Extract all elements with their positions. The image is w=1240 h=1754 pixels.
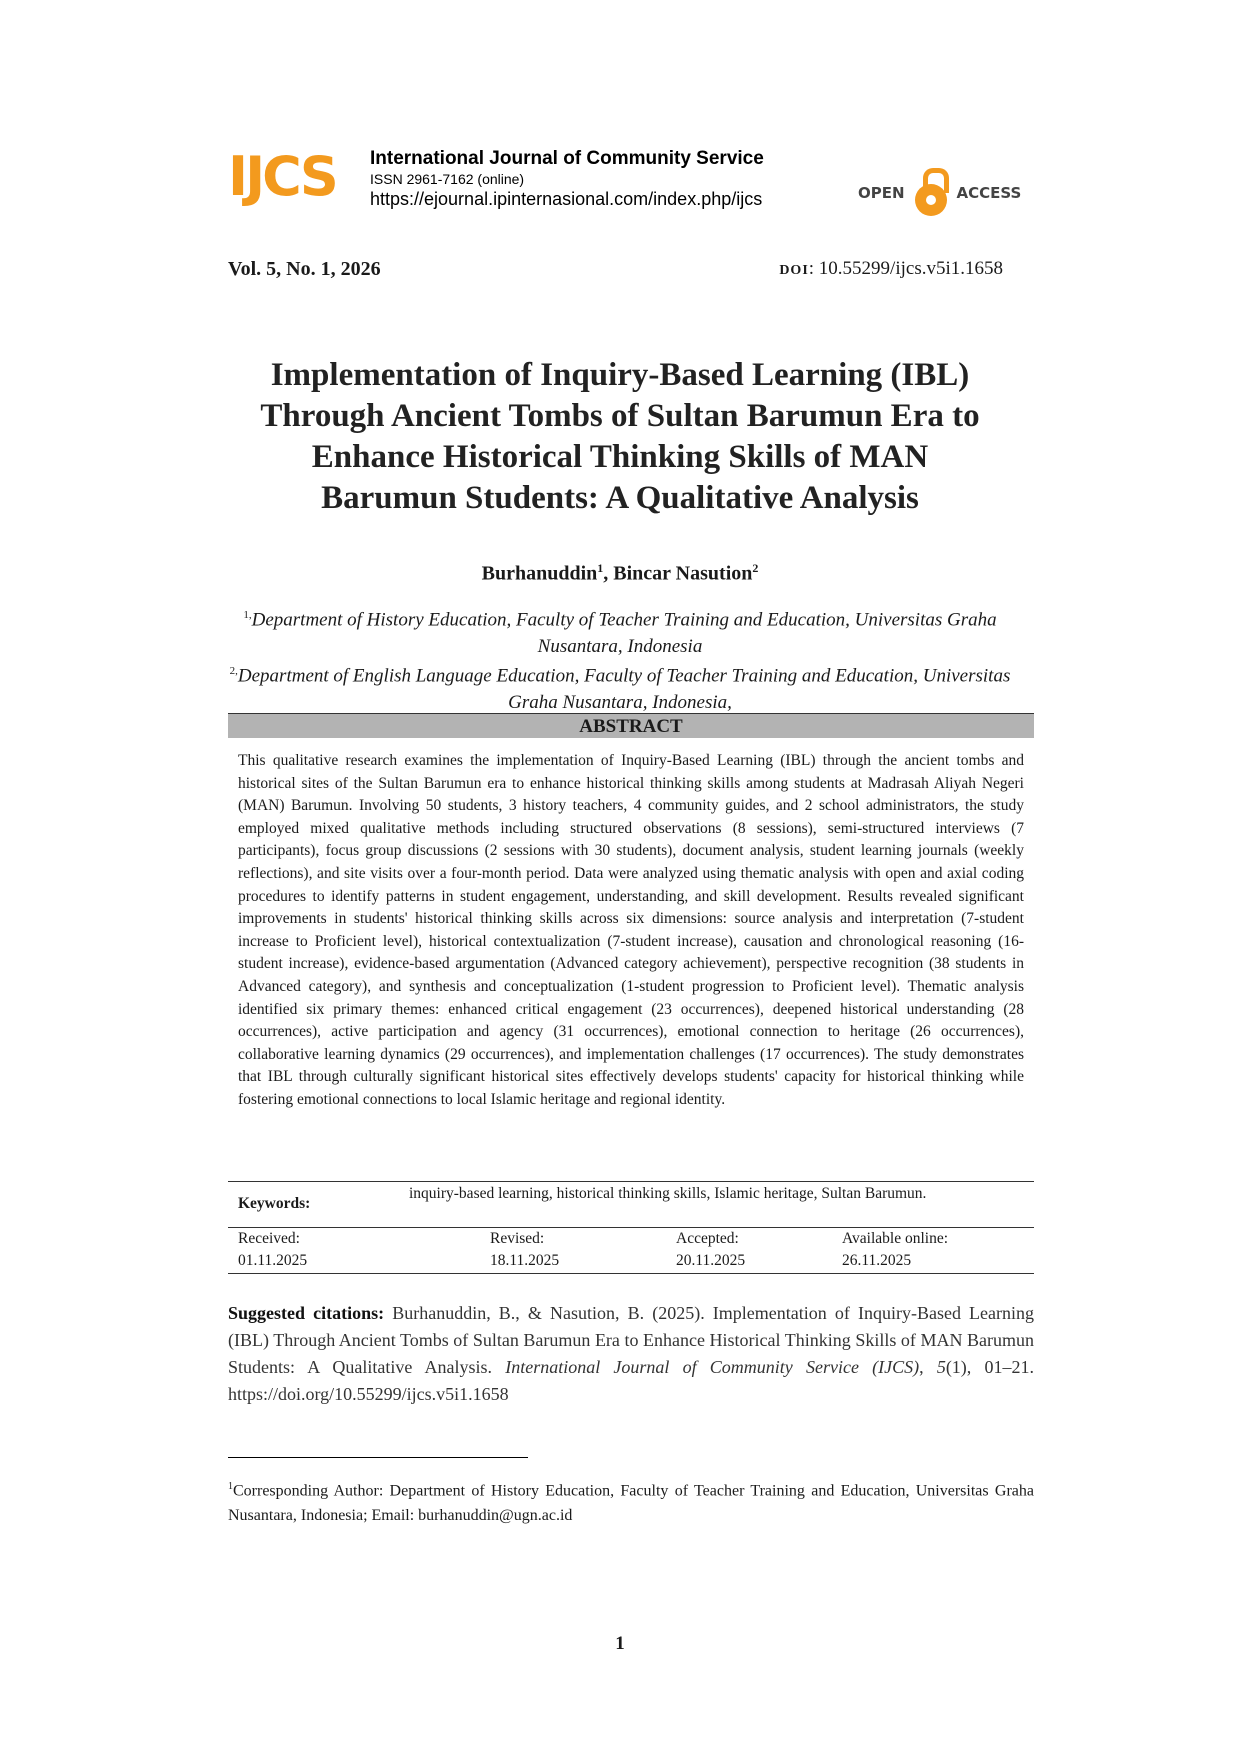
title-line: Implementation of Inquiry-Based Learning (IBL) — [270, 357, 970, 393]
ijcs-logo — [228, 145, 336, 208]
keywords-top-rule — [228, 1181, 1034, 1182]
date-label: Revised: — [490, 1230, 545, 1247]
author-name: Burhanuddin — [481, 562, 598, 585]
affiliation-1 — [225, 602, 1015, 660]
citation-sep: , — [919, 1357, 937, 1377]
author-sup: 2 — [752, 561, 759, 575]
date-value: 26.11.2025 — [842, 1252, 912, 1269]
journal-name: International Journal of Community Service — [370, 148, 764, 169]
date-value: 18.11.2025 — [490, 1252, 560, 1269]
date-label: Accepted: — [676, 1230, 739, 1247]
journal-info — [370, 148, 764, 210]
doi-value[interactable]: : 10.55299/ijcs.v5i1.1658 — [808, 258, 1003, 279]
abstract-text: This qualitative research examines the implementation of Inquiry-Based Learning (IBL) through the ancient tombs and historical sites of the Sultan Barumun era to enhance historical thinking skills among students at Madrasah Aliyah Negeri (MAN) Barumun. Involving 50 students, 3 history teachers, 4 community guides, and 2 school administrators, the study employed mixed qualitative methods including structured observations (8 sessions), semi-structured interviews (7 participants), focus group discussions (2 sessions with 30 students), document analysis, student learning journals (weekly reflections), and site visits over a four-month period. Data were analyzed using thematic analysis with open and axial coding procedures to identify patterns in student engagement, understanding, and skill development. Results revealed significant improvements in students' historical thinking skills across six dimensions: source analysis and interpretation (7-student increase to Proficient level), historical contextualization (7-student increase), causation and chronological reasoning (16-student increase), evidence-based argumentation (Advanced category achievement), perspective recognition (38 students in Advanced category), and synthesis and conceptualization (1-student progression to Proficient level). Thematic analysis identified six primary themes: enhanced critical engagement (23 occurrences), deepened historical understanding (28 occurrences), active participation and agency (31 occurrences), emotional connection to heritage (26 occurrences), collaborative learning dynamics (29 occurrences), and implementation challenges (17 occurrences). The study demonstrates that IBL through culturally significant historical sites effectively develops students' capacity for historical thinking while fostering emotional connections to local Islamic heritage and regional identity. — [238, 752, 1024, 1108]
suggested-citation — [228, 1300, 1034, 1408]
title-line: Through Ancient Tombs of Sultan Barumun Era to — [260, 398, 980, 434]
journal-url[interactable]: https://ejournal.ipinternasional.com/index.php/ijcs — [370, 189, 763, 209]
affiliation-text: Department of English Language Education, Faculty of Teacher Training and Education, Universitas Graha Nusantara, Indonesia, — [237, 665, 1011, 714]
citation-text: Burhanuddin, B., & Nasution, B. (2025). Implementation of Inquiry-Based Learning (IBL) Through Ancient Tombs of Sultan Barumun Era to Enhance Historical Thinking Skills of MAN Barumun Students: A Qualitative Analysis. — [228, 1303, 1035, 1377]
logo-text: IJCS — [228, 145, 336, 208]
date-received — [238, 1228, 307, 1272]
open-access-badge — [858, 168, 1021, 218]
dates-bottom-rule — [228, 1273, 1034, 1274]
volume-info: Vol. 5, No. 1, 2026 — [228, 258, 381, 280]
journal-issn: ISSN 2961-7162 (online) — [370, 171, 525, 187]
affiliation-2 — [225, 658, 1015, 716]
title-line: Enhance Historical Thinking Skills of MAN — [311, 439, 929, 475]
paper-title — [200, 355, 1040, 519]
abstract-heading: ABSTRACT — [228, 713, 1034, 738]
affiliation-sup: 1, — [243, 609, 252, 621]
citation-rest: (1), 01–21. https://doi.org/10.55299/ijcs.v5i1.1658 — [228, 1357, 1034, 1404]
date-online — [842, 1228, 948, 1272]
citation-volume: 5 — [936, 1357, 946, 1377]
citation-label: Suggested citations: — [228, 1303, 385, 1323]
page-number: 1 — [615, 1633, 625, 1654]
keywords-value: inquiry-based learning, historical thinking skills, Islamic heritage, Sultan Barumun. — [409, 1185, 927, 1202]
footnote — [228, 1474, 1034, 1528]
doi-label: DOI — [779, 263, 809, 278]
footnote-sup: 1 — [228, 1481, 233, 1492]
affiliation-sup: 2, — [229, 665, 238, 677]
footnote-text: Corresponding Author: Department of History Education, Faculty of Teacher Training and Education, Universitas Graha Nusantara, Indonesia; Email: burhanuddin@ugn.ac.id — [228, 1482, 1034, 1525]
date-accepted — [676, 1228, 745, 1272]
doi-info — [779, 258, 1003, 280]
date-label: Received: — [238, 1230, 300, 1247]
citation-journal: International Journal of Community Service (IJCS) — [505, 1357, 920, 1377]
open-access-right: ACCESS — [956, 184, 1022, 202]
author-name: Bincar Nasution — [613, 562, 753, 585]
date-value: 01.11.2025 — [238, 1252, 308, 1269]
affiliation-text: Department of History Education, Faculty of Teacher Training and Education, Universitas Graha Nusantara, Indonesia — [251, 609, 997, 658]
open-lock-icon — [915, 168, 947, 218]
footnote-rule — [228, 1457, 528, 1458]
date-revised — [490, 1228, 559, 1272]
author-separator: , — [603, 562, 614, 585]
title-line: Barumun Students: A Qualitative Analysis — [321, 480, 919, 516]
author-list — [200, 561, 1040, 586]
date-value: 20.11.2025 — [676, 1252, 746, 1269]
date-label: Available online: — [842, 1230, 949, 1247]
keywords-label: Keywords: — [238, 1195, 311, 1212]
open-access-left: OPEN — [858, 184, 905, 202]
journal-header — [228, 145, 1022, 220]
author-sup: 1 — [597, 561, 604, 575]
volume-row — [228, 258, 1003, 288]
